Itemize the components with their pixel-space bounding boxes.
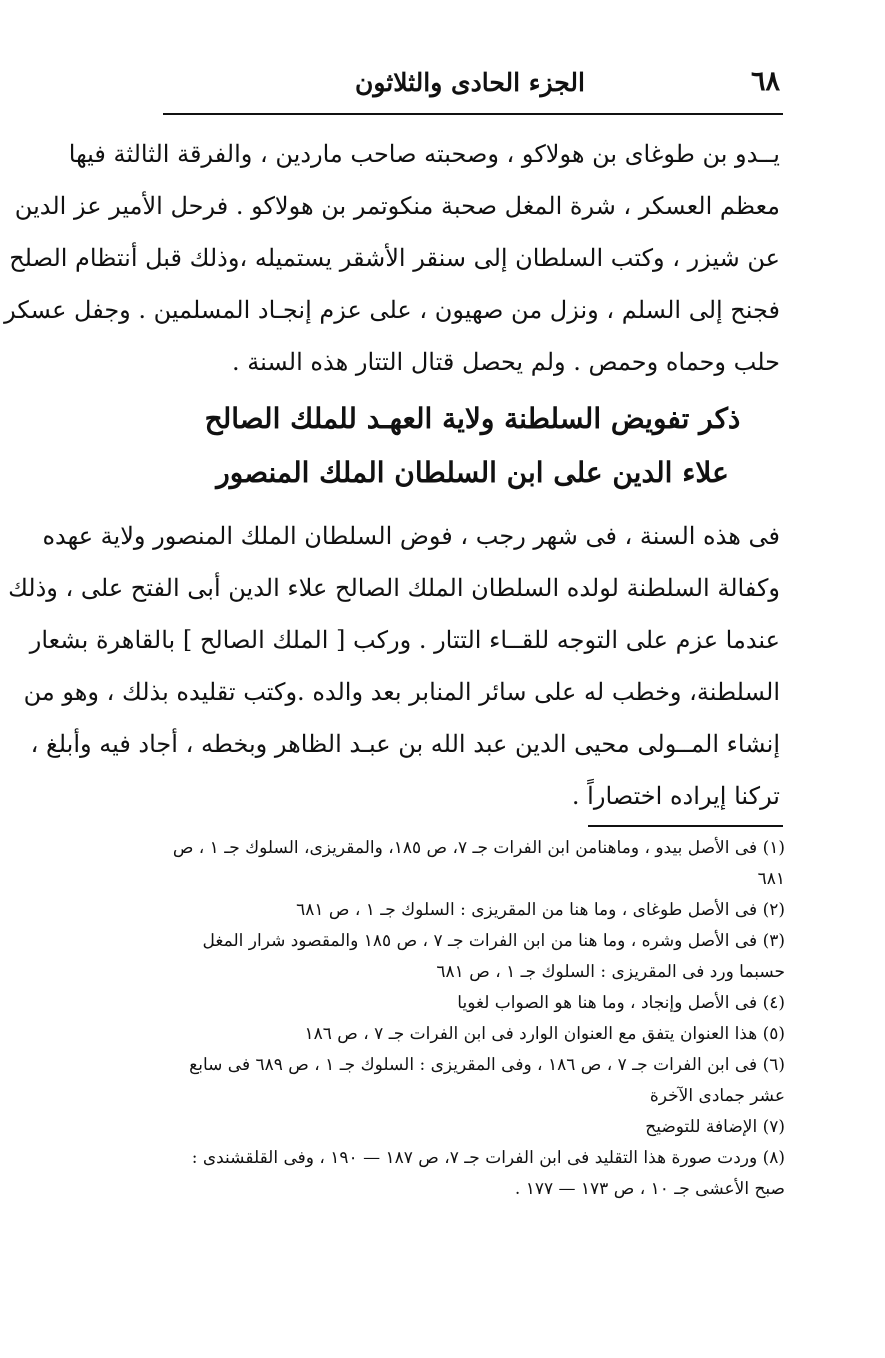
footnote: (٥) هذا العنوان يتفق مع العنوان الوارد فى ابن الفرات جـ ٧ ، ص ١٨٦ <box>304 1024 785 1044</box>
footnote: (٨) وردت صورة هذا التقليد فى ابن الفرات جـ ٧، ص ١٨٧ — ١٩٠ ، وفى القلقشندى : صبح الأعشى جـ ١٠ ، ص ١٧٣ — ١٧٧ . <box>191 1148 785 1199</box>
footnote: (٣) فى الأصل وشره ، وما هنا من ابن الفرات جـ ٧ ، ص ١٨٥ والمقصود شرار المغل حسبما ورد فى المقريزى : السلوك جـ ١ ، ص ٦٨١ <box>202 931 785 982</box>
paragraph-2 <box>8 510 780 822</box>
text-line: حلب وحماه وحمص . ولم يحصل قتال التتار هذه السنة . <box>232 348 780 376</box>
paragraph-1 <box>4 128 780 388</box>
text-line: فى هذه السنة ، فى شهر رجب ، فوض السلطان الملك المنصور ولاية عهده <box>42 522 780 550</box>
footnote: (٤) فى الأصل وإنجاد ، وما هنا هو الصواب لغويا <box>457 993 785 1013</box>
text-line: تركنا إيراده اختصاراً . <box>571 782 780 810</box>
text-line: يــدو بن طوغاى بن هولاكو ، وصحبته صاحب ماردين ، والفرقة الثالثة فيها <box>68 140 780 168</box>
footnotes <box>165 833 785 1205</box>
page-header <box>160 62 780 106</box>
footnote: (٢) فى الأصل طوغاى ، وما هنا من المقريزى : السلوك جـ ١ ، ص ٦٨١ <box>296 900 785 920</box>
footnote: (٦) فى ابن الفرات جـ ٧ ، ص ١٨٦ ، وفى المقريزى : السلوك جـ ١ ، ص ٦٨٩ فى سابع عشر جمادى الآخرة <box>189 1055 785 1106</box>
text-line: عندما عزم على التوجه للقــاء التتار . وركب [ الملك الصالح ] بالقاهرة بشعار <box>29 626 780 654</box>
running-title: الجزء الحادى والثلاثون <box>354 68 585 97</box>
section-heading-line-2: علاء الدين على ابن السلطان الملك المنصور <box>216 456 729 489</box>
footnote-rule <box>588 825 783 827</box>
text-line: وكفالة السلطنة لولده السلطان الملك الصالح علاء الدين أبى الفتح على ، وذلك <box>8 574 780 602</box>
footnote: (٧) الإضافة للتوضيح <box>645 1117 785 1137</box>
text-line: السلطنة، وخطب له على سائر المنابر بعد والده .وكتب تقليده بذلك ، وهو من <box>23 678 780 706</box>
section-heading-line-1: ذكر تفويض السلطنة ولاية العهـد للملك الصالح <box>204 402 741 435</box>
page-number: ٦٨ <box>750 66 780 97</box>
text-line: عن شيزر ، وكتب السلطان إلى سنقر الأشقر يستميله ،وذلك قبل أنتظام الصلح <box>9 244 780 272</box>
header-rule <box>163 113 783 115</box>
footnote: (١) فى الأصل بيدو ، وماهنامن ابن الفرات جـ ٧، ص ١٨٥، والمقريزى، السلوك جـ ١ ، ص ٦٨١ <box>172 838 785 889</box>
text-line: معظم العسكر ، شرة المغل صحبة منكوتمر بن هولاكو . فرحل الأمير عز الدين <box>14 192 780 220</box>
text-line: فجنح إلى السلم ، ونزل من صهيون ، على عزم إنجـاد المسلمين . وجفل عسكر <box>4 296 780 324</box>
text-line: إنشاء المــولى محيى الدين عبد الله بن عبـد الظاهر وبخطه ، أجاد فيه وأبلغ ، <box>30 730 780 758</box>
